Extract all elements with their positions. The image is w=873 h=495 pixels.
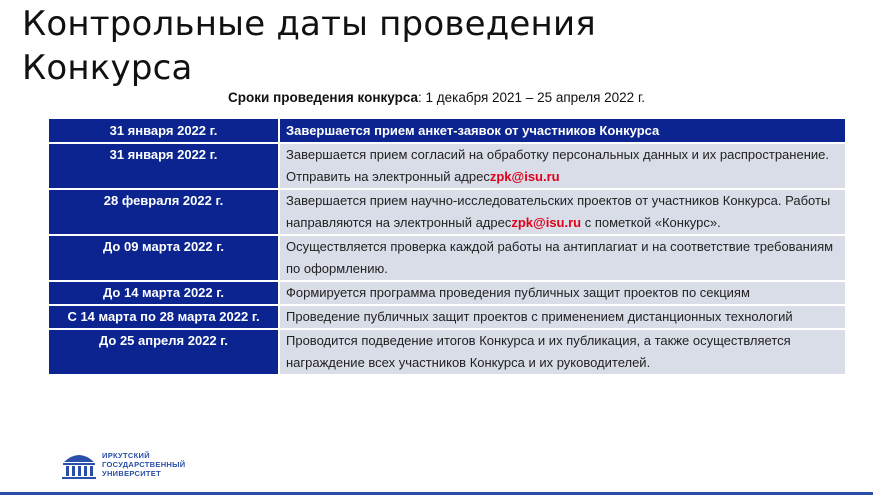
table-row	[49, 305, 845, 329]
slide-title-line-1: Контрольные даты проведения	[22, 4, 596, 44]
contest-period-value: : 1 декабря 2021 – 25 апреля 2022 г.	[418, 90, 645, 105]
contest-period-label: Сроки проведения конкурса	[228, 90, 419, 105]
row-date: 31 января 2022 г.	[49, 143, 279, 189]
row-description-text: Завершается прием научно-исследовательских проектов от участников Конкурса. Работы направляются на электронный адрес	[286, 193, 831, 230]
row-date: С 14 марта по 28 марта 2022 г.	[49, 305, 279, 329]
row-description-text-end: с пометкой «Конкурс».	[581, 215, 721, 230]
schedule-table	[49, 119, 845, 376]
row-description-text: Завершается прием согласий на обработку персональных данных и их распространение. Отправить на электронный адрес	[286, 147, 829, 184]
university-name	[102, 451, 185, 478]
row-description: Завершается прием анкет-заявок от участников Конкурса	[279, 119, 845, 143]
table-row	[49, 235, 845, 281]
row-description	[279, 143, 845, 189]
slide-title	[22, 2, 596, 90]
row-description: Проведение публичных защит проектов с применением дистанционных технологий	[279, 305, 845, 329]
row-description	[279, 189, 845, 235]
row-description: Проводится подведение итогов Конкурса и их публикация, а также осуществляется награждение всех участников Конкурса и их руководителей.	[279, 329, 845, 375]
university-logo	[60, 448, 185, 480]
email-link[interactable]: zpk@isu.ru	[489, 169, 560, 184]
row-date: 28 февраля 2022 г.	[49, 189, 279, 235]
table-row	[49, 329, 845, 375]
row-date: 31 января 2022 г.	[49, 119, 279, 143]
row-date: До 14 марта 2022 г.	[49, 281, 279, 305]
university-name-line-3: УНИВЕРСИТЕТ	[102, 468, 161, 478]
table-row	[49, 281, 845, 305]
row-description: Формируется программа проведения публичных защит проектов по секциям	[279, 281, 845, 305]
slide-title-line-2: Конкурса	[22, 48, 193, 88]
university-name-line-1: ИРКУТСКИЙ	[102, 450, 150, 460]
table-row	[49, 119, 845, 143]
row-description: Осуществляется проверка каждой работы на антиплагиат и на соответствие требованиям по оформлению.	[279, 235, 845, 281]
row-date: До 09 марта 2022 г.	[49, 235, 279, 281]
table-row	[49, 189, 845, 235]
university-name-line-2: ГОСУДАРСТВЕННЫЙ	[102, 459, 186, 469]
university-building-icon	[60, 448, 98, 480]
table-row	[49, 143, 845, 189]
email-link[interactable]: zpk@isu.ru	[511, 215, 582, 230]
row-date: До 25 апреля 2022 г.	[49, 329, 279, 375]
contest-period	[0, 90, 873, 105]
